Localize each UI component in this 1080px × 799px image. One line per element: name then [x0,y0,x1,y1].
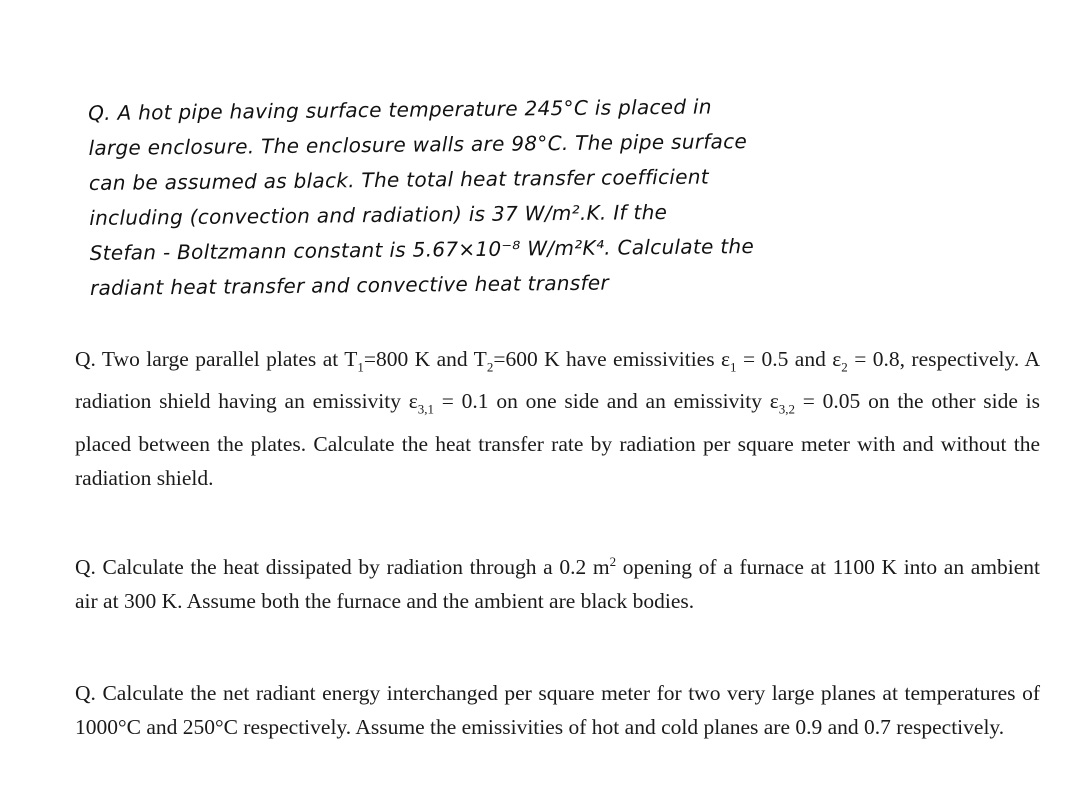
handwritten-line-1: Q. A hot pipe having surface temperature 245°C is placed in [88,94,712,125]
q2-text-2: =800 K and T [363,347,487,371]
handwritten-question [88,86,1050,306]
handwritten-line-3: can be assumed as black. The total heat transfer coefficient [88,164,710,195]
q4-text: Q. Calculate the net radiant energy interchanged per square meter for two very large planes at temperatures of 1000°C and 250°C respectively. Assume the emissivities of hot and cold planes are 0.9 and 0.7 respectively. [75,681,1040,739]
q2-text-5: = 0.8, respectively. A radiation shield having an emissivity ε [75,347,1041,414]
handwritten-line-6: radiant heat transfer and convective heat transfer [89,270,610,300]
q2-sub-1: 1 [357,359,364,375]
q2-text-4: = 0.5 and ε [736,347,842,371]
q2-sub-5: 3,1 [417,401,435,417]
question-parallel-plates [75,342,1040,495]
q2-text-6: = 0.1 on one side and an emissivity ε [434,389,779,414]
handwritten-line-4: including (convection and radiation) is 37 W/m².K. If the [89,199,668,230]
question-large-planes [75,676,1040,744]
q2-sub-3: 1 [730,359,737,375]
handwritten-line-5: Stefan - Boltzmann constant is 5.67×10⁻⁸ W/m²K⁴. Calculate the [89,234,755,265]
q2-text-7: = 0.05 on the other side is placed between the plates. Calculate the heat transfer rate by radiation per square meter with and without the radiation shield. [75,389,1041,490]
q2-text-3: =600 K have emissivities ε [493,347,731,371]
question-furnace-opening [75,545,1040,618]
q3-text-2: opening of a furnace at 1100 K into an ambient air at 300 K. Assume both the furnace and the ambient are black bodies. [75,555,1040,614]
q2-text-1: Q. Two large parallel plates at T [75,347,358,371]
q2-sub-2: 2 [486,359,494,375]
q2-sub-6: 3,2 [778,401,796,417]
q3-sup-1: 2 [609,554,617,569]
q3-text-1: Q. Calculate the heat dissipated by radiation through a 0.2 m [75,555,610,580]
q2-sub-4: 2 [841,359,848,375]
handwritten-line-2: large enclosure. The enclosure walls are 98°C. The pipe surface [88,129,748,160]
